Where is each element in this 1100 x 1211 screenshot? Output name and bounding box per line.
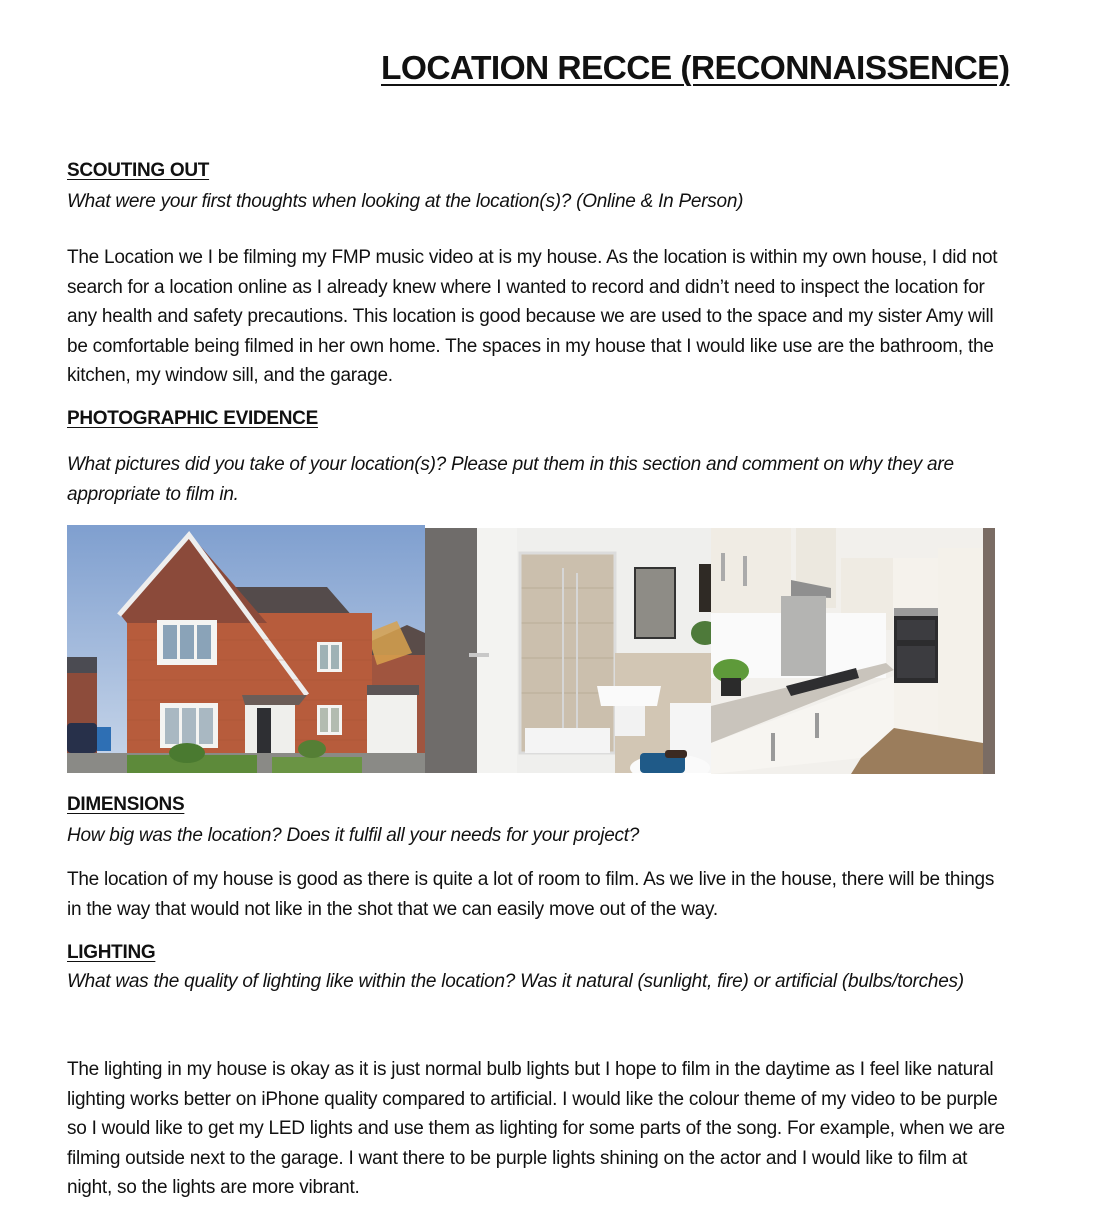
question-lighting: What was the quality of lighting like within the location? Was it natural (sunlight, fire) or artificial (bulbs/torches) <box>67 971 964 992</box>
question-scouting-out: What were your first thoughts when looking at the location(s)? (Online & In Person) <box>67 191 744 212</box>
answer-dimensions: The location of my house is good as there is quite a lot of room to film. As we live in the house, there will be things in the way that would not like in the shot that we can easily move out of the way. <box>67 869 995 920</box>
section-heading-dimensions: DIMENSIONS <box>67 794 185 815</box>
question-dimensions: How big was the location? Does it fulfil all your needs for your project? <box>67 825 640 846</box>
section-heading-lighting: LIGHTING <box>67 942 156 963</box>
page-title: LOCATION RECCE (RECONNAISSENCE) <box>381 50 1010 87</box>
answer-lighting: The lighting in my house is okay as it is just normal bulb lights but I hope to film in the daytime as I feel like natural lighting works better on iPhone quality compared to artificial. I would like the colour theme of my video to be purple so I would like to get my LED lights and use them as lighting for some parts of the song. For example, when we are filming outside next to the garage. I want there to be purple lights shining on the actor and I would like to film at night, so the lights are more vibrant. <box>67 1059 1005 1199</box>
answer-scouting-out: The Location we I be filming my FMP music video at is my house. As the location is within my own house, I did not search for a location online as I already knew where I wanted to record and didn’t need to inspect the location for any health and safety precautions. This location is good because we are used to the space and my sister Amy will be comfortable being filmed in her own home. The spaces in my house that I would like use are the bathroom, the kitchen, my window sill, and the garage. <box>67 247 998 387</box>
photo-kitchen <box>711 528 995 774</box>
section-heading-scouting-out: SCOUTING OUT <box>67 160 210 181</box>
section-heading-photographic-evidence: PHOTOGRAPHIC EVIDENCE <box>67 408 318 429</box>
photo-bathroom <box>425 528 711 773</box>
photo-house-exterior <box>67 525 425 773</box>
question-photographic-evidence: What pictures did you take of your location(s)? Please put them in this section and comment on why they are appropriate to film in. <box>67 454 954 505</box>
